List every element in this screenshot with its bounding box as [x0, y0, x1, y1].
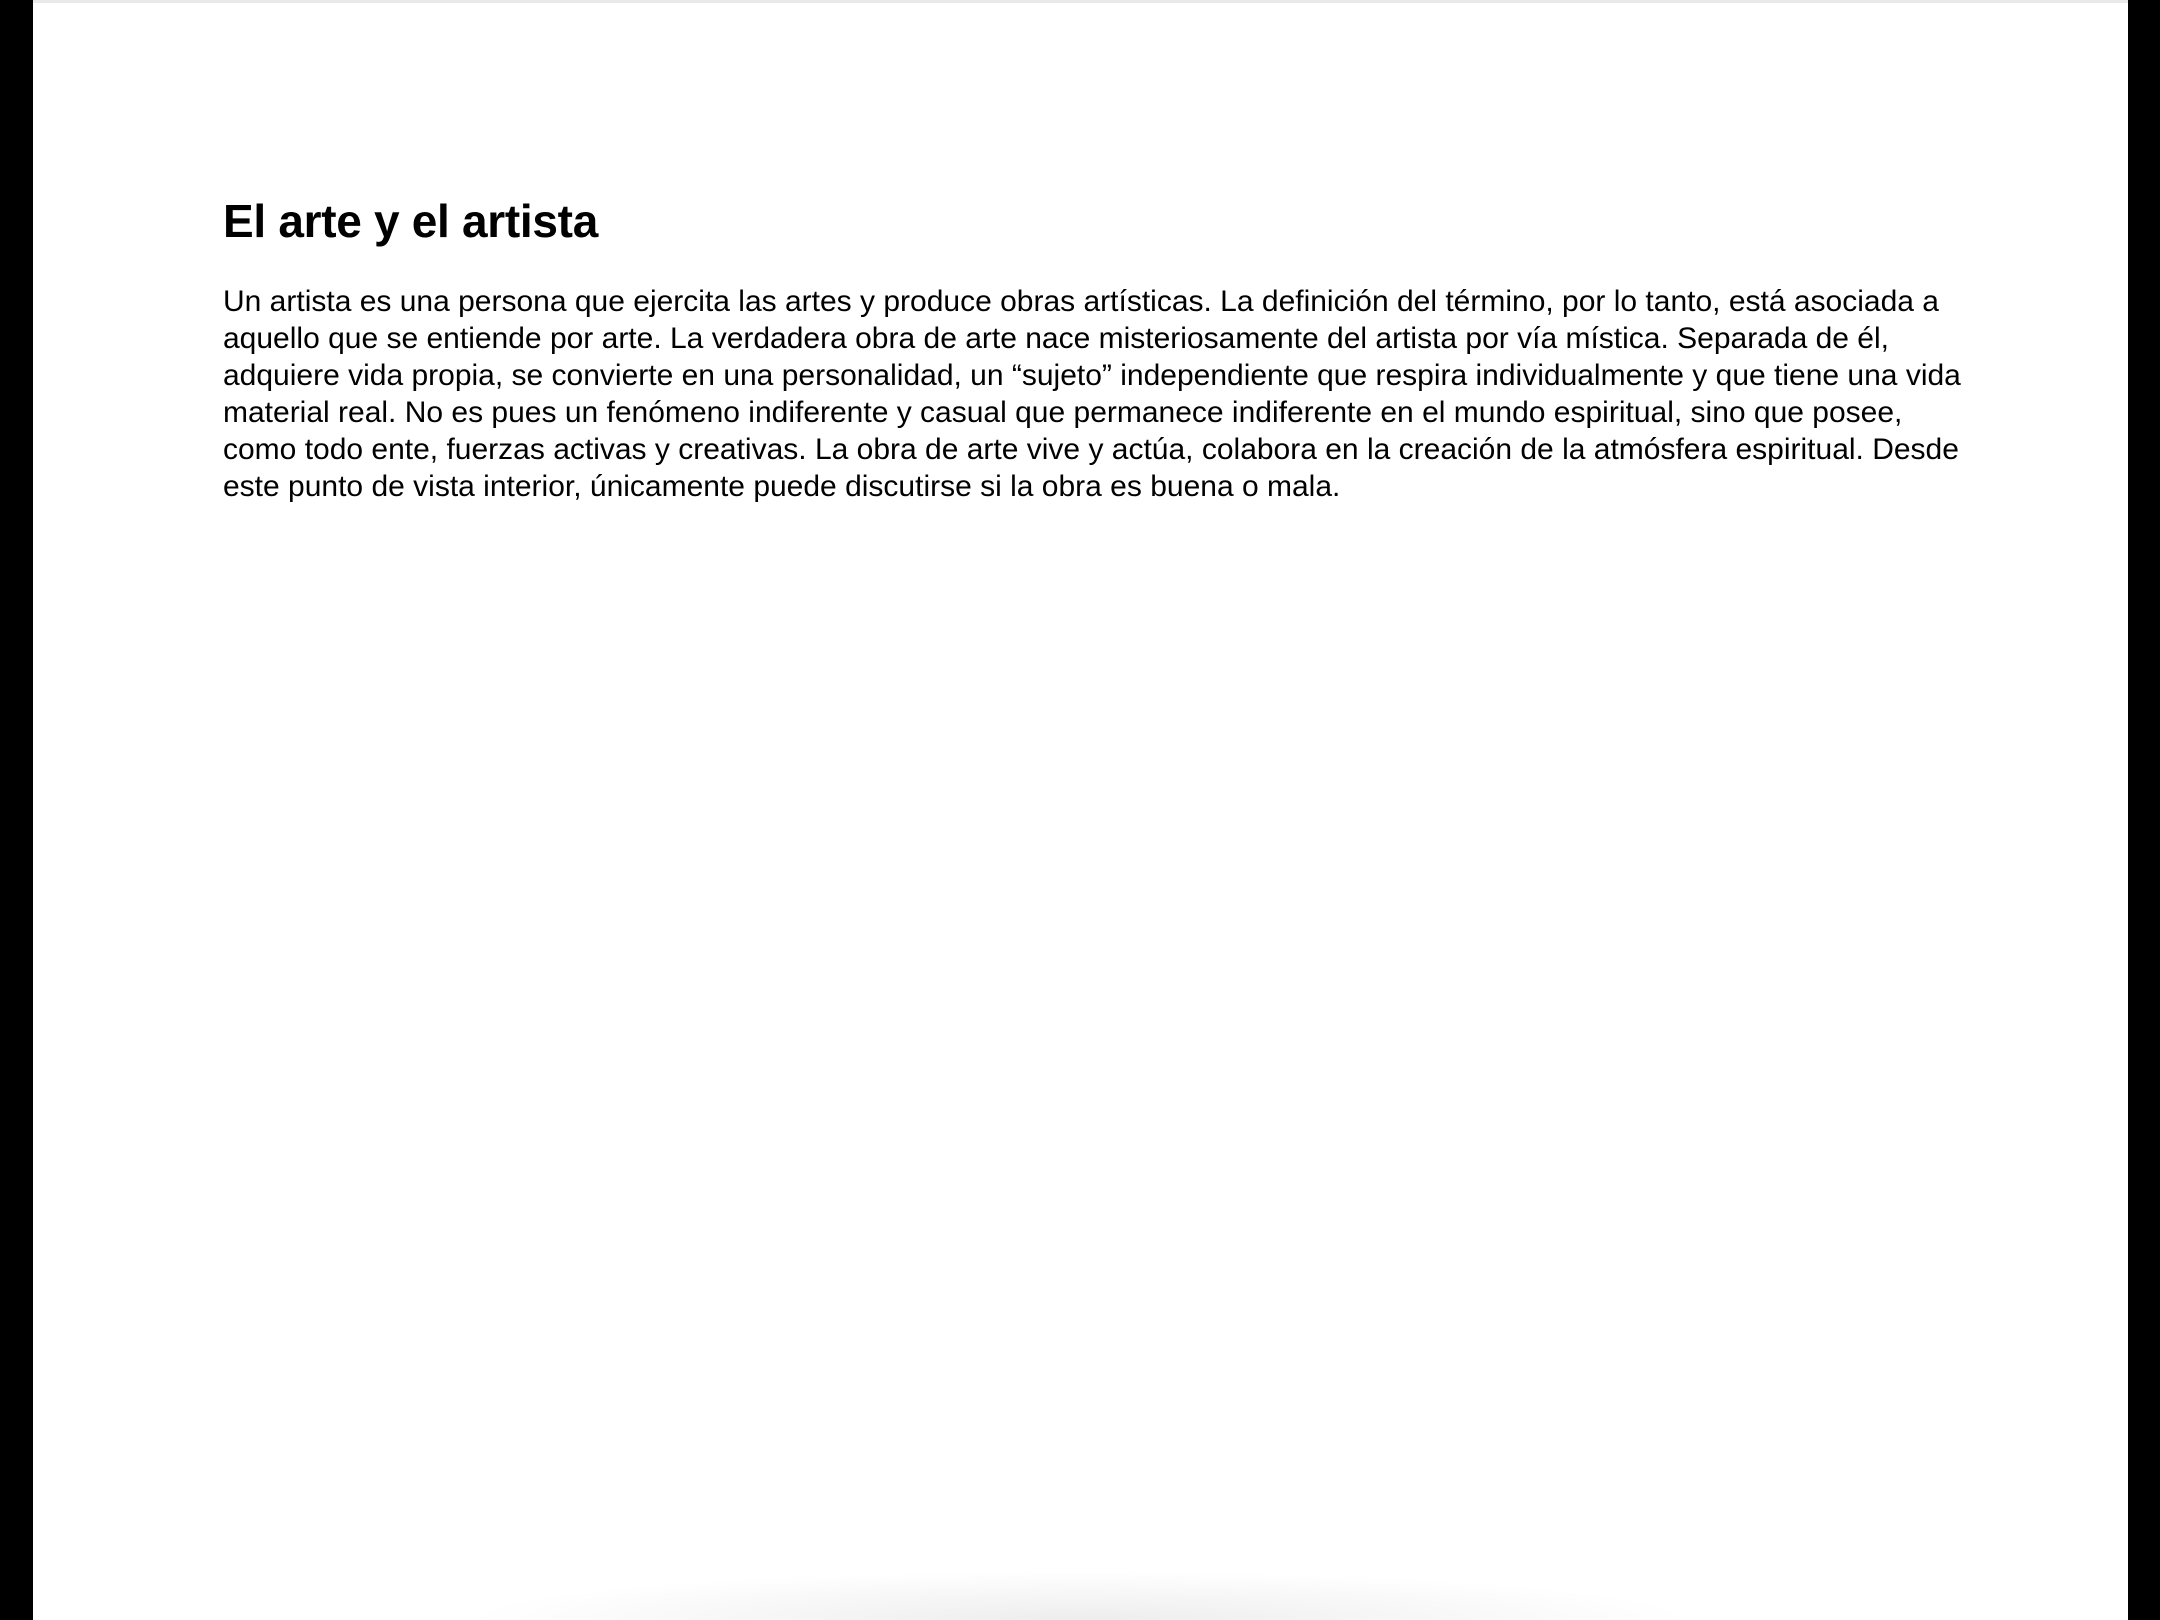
- document-paragraph: Un artista es una persona que ejercita las artes y produce obras artísticas. La definición del término, por lo tanto, está asociada a aquello que se entiende por arte. La verdadera obra de arte nace misteriosamente del artista por vía mística. Separada de él, adquiere vida propia, se convierte en una personalidad, un “sujeto” independiente que respira individualmente y que tiene una vida material real. No es pues un fenómeno indiferente y casual que permanece indiferente en el mundo espiritual, sino que posee, como todo ente, fuerzas activas y creativas. La obra de arte vive y actúa, colabora en la creación de la atmósfera espiritual. Desde este punto de vista interior, únicamente puede discutirse si la obra es buena o mala.: [223, 285, 1961, 503]
- document-title: El arte y el artista: [223, 195, 598, 247]
- document-page[interactable]: [33, 0, 2128, 1620]
- document-content: [223, 193, 1963, 505]
